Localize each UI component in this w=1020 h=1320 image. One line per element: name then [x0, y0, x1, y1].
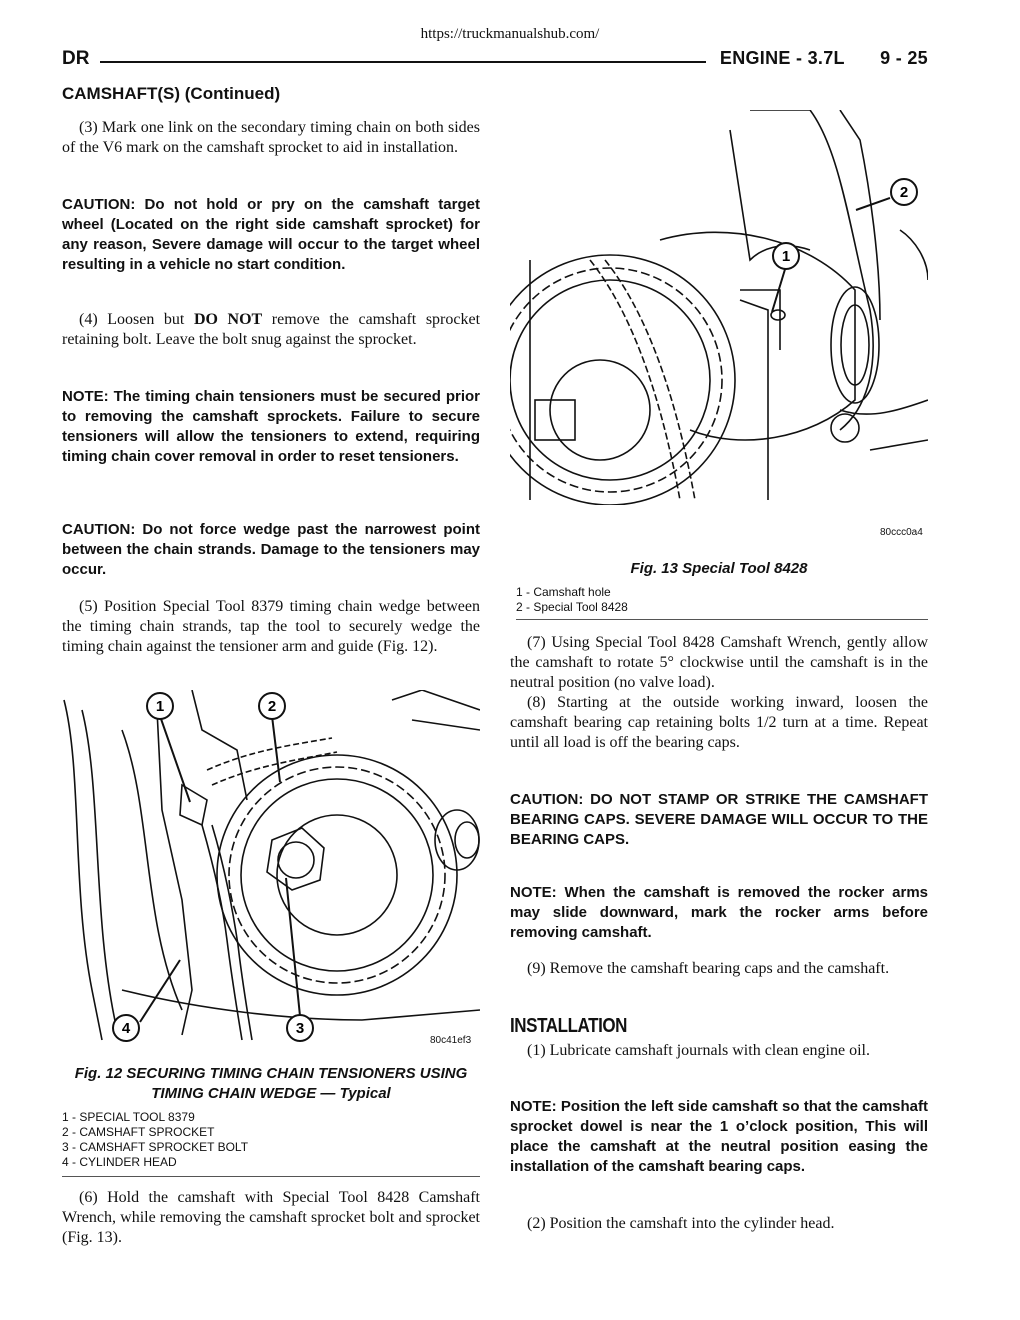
fig13-legend-item: 1 - Camshaft hole — [516, 585, 611, 599]
fig13-callout-2: 2 — [899, 184, 909, 201]
fig12-illustration — [62, 690, 480, 1050]
installation-step-1: (1) Lubricate camshaft journals with clean engine oil. — [527, 1042, 870, 1059]
note-2: NOTE: When the camshaft is removed the rocker arms may slide downward, mark the rocker arms before removing camshaft. — [510, 884, 928, 941]
fig12-callout-1: 1 — [155, 698, 165, 715]
note-3: NOTE: Position the left side camshaft so that the camshaft sprocket dowel is near the 1 o’clock position, This will place the camshaft at the neutral position easing the installation of the camshaft bearing caps. — [510, 1098, 928, 1175]
inst-2-block — [510, 1214, 928, 1234]
step-6-block — [62, 1188, 480, 1248]
caution-2-block — [62, 520, 480, 580]
fig12-drawing — [62, 690, 480, 1050]
caution-1: CAUTION: Do not hold or pry on the camshaft target wheel (Located on the right side camshaft sprocket) for any reason, Severe damage will occur to the target wheel resulting in a vehicle no start condition. — [62, 196, 480, 273]
step-8: (8) Starting at the outside working inward, loosen the camshaft bearing cap retaining bolts 1/2 turn at a time. Repeat until all load is off the bearing caps. — [510, 694, 928, 751]
step-3: (3) Mark one link on the secondary timing chain on both sides of the V6 mark on the camshaft sprocket to aid in installation. — [62, 119, 480, 156]
header-right — [720, 48, 928, 69]
step-5: (5) Position Special Tool 8379 timing chain wedge between the timing chain strands, tap the tool to securely wedge the timing chain against the tensioner arm and guide (Fig. 12). — [62, 598, 480, 655]
installation-step-2: (2) Position the camshaft into the cylinder head. — [527, 1215, 835, 1232]
left-column-top — [62, 118, 480, 158]
installation-heading: INSTALLATION — [510, 1015, 628, 1037]
fig12-legend-item: 3 - CAMSHAFT SPROCKET BOLT — [62, 1140, 249, 1154]
step-4-emphasis: DO NOT — [193, 311, 263, 328]
step-6: (6) Hold the camshaft with Special Tool 8428 Camshaft Wrench, while removing the camshaft sprocket bolt and sprocket (Fig. 13). — [62, 1189, 480, 1246]
caution-2: CAUTION: Do not force wedge past the narrowest point between the chain strands. Damage to the tensioners may occur. — [62, 521, 480, 578]
step-4-block — [62, 310, 480, 350]
fig13-caption-block — [510, 559, 928, 579]
fig13-legend — [516, 585, 928, 620]
fig12-legend-rule — [62, 1176, 480, 1177]
fig12-callout-3: 3 — [295, 1020, 305, 1037]
fig12-legend-item: 4 - CYLINDER HEAD — [62, 1155, 177, 1169]
fig13-drawing — [510, 110, 928, 505]
header-rule — [100, 61, 706, 63]
fig13-code: 80ccc0a4 — [880, 527, 923, 538]
fig13-caption: Fig. 13 Special Tool 8428 — [630, 560, 808, 577]
fig13-callouts — [773, 179, 917, 269]
source-url[interactable]: https://truckmanualshub.com/ — [420, 26, 600, 42]
steps-7-8-block — [510, 633, 928, 753]
fig12-code: 80c41ef3 — [430, 1035, 472, 1046]
step-9: (9) Remove the camshaft bearing caps and the camshaft. — [527, 960, 890, 977]
fig12-legend — [62, 1110, 480, 1177]
fig13-callout-1: 1 — [781, 248, 791, 265]
inst-1-block — [510, 1041, 928, 1061]
step-4-text-b: remove the camshaft sprocket retaining bolt. Leave the bolt snug against the sprocket. — [62, 311, 481, 348]
fig12-callout-2: 2 — [267, 698, 277, 715]
step-4-text-a: (4) Loosen but — [79, 311, 194, 328]
fig12-legend-item: 2 - CAMSHAFT SPROCKET — [62, 1125, 215, 1139]
step-7: (7) Using Special Tool 8428 Camshaft Wrench, gently allow the camshaft to rotate 5° clockwise until the camshaft is in the neutral position (no valve load). — [510, 634, 928, 691]
fig12-callout-4: 4 — [121, 1020, 131, 1037]
step-5-block — [62, 597, 480, 657]
note-1-block — [62, 387, 480, 467]
fig12-legend-item: 1 - SPECIAL TOOL 8379 — [62, 1110, 195, 1124]
fig13-legend-rule — [516, 619, 928, 620]
page-number: 9 - 25 — [880, 48, 928, 68]
note-3-block — [510, 1097, 928, 1177]
fig13-illustration — [510, 110, 928, 505]
note-1: NOTE: The timing chain tensioners must be secured prior to removing the camshaft sprockets. Failure to secure tensioners will allow the tensioners to extend, requiring timing chain cover removal in order to reset tensioners. — [62, 388, 480, 465]
caution-3-block — [510, 790, 928, 850]
fig12-caption: Fig. 12 SECURING TIMING CHAIN TENSIONERS USING TIMING CHAIN WEDGE — Typical — [74, 1065, 468, 1102]
caution-3: CAUTION: DO NOT STAMP OR STRIKE THE CAMSHAFT BEARING CAPS. SEVERE DAMAGE WILL OCCUR TO THE BEARING CAPS. — [510, 791, 928, 848]
section-title: CAMSHAFT(S) (Continued) — [62, 84, 281, 103]
fig13-legend-item: 2 - Special Tool 8428 — [516, 600, 628, 614]
step-9-block — [510, 959, 928, 979]
caution-1-block — [62, 195, 480, 275]
header-section-code: DR — [62, 48, 90, 69]
step-4 — [62, 310, 480, 350]
header-chapter-title: ENGINE - 3.7L — [719, 48, 845, 68]
fig12-caption-block — [62, 1064, 480, 1104]
note-2-block — [510, 883, 928, 943]
